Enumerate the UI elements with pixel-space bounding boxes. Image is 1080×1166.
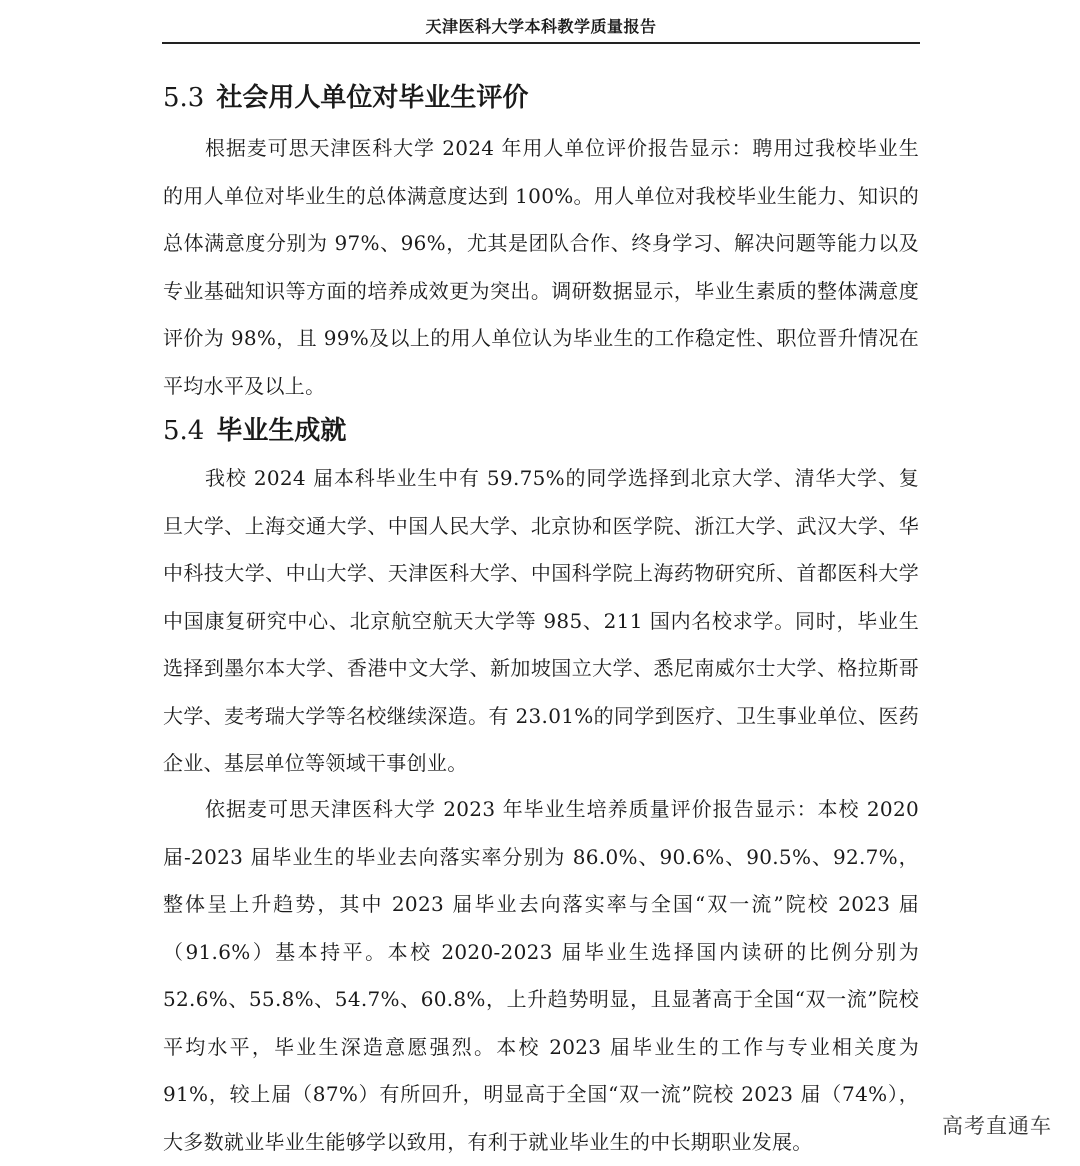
section-title: 毕业生成就	[216, 416, 347, 446]
report-title: 天津医科大学本科教学质量报告	[425, 17, 657, 36]
section-5-3-heading	[163, 80, 528, 116]
page-header	[162, 12, 920, 44]
section-title: 社会用人单位对毕业生评价	[216, 83, 529, 113]
section-number: 5.4	[163, 416, 205, 446]
paragraph-graduate-further-study: 我校 2024 届本科毕业生中有 59.75%的同学选择到北京大学、清华大学、复旦大学、上海交通大学、中国人民大学、北京协和医学院、浙江大学、武汉大学、华中科技大学、中山大学、天津医科大学、中国科学院上海药物研究所、首都医科大学中国康复研究中心、北京航空航天大学等 985、211 国内名校求学。同时，毕业生选择到墨尔本大学、香港中文大学、新加坡国立大学、悉尼南威尔士大学、格拉斯哥大学、麦考瑞大学等名校继续深造。有 23.01%的同学到医疗、卫生事业单位、医药企业、基层单位等领域干事创业。	[163, 466, 919, 775]
watermark: 高考直通车	[942, 1114, 1052, 1138]
section-number: 5.3	[163, 83, 205, 113]
paragraph-employer-evaluation: 根据麦可思天津医科大学 2024 年用人单位评价报告显示：聘用过我校毕业生的用人单位对毕业生的总体满意度达到 100%。用人单位对我校毕业生能力、知识的总体满意度分别为 97%、96%，尤其是团队合作、终身学习、解决问题等能力以及专业基础知识等方面的培养成效更为突出。调研数据显示，毕业生素质的整体满意度评价为 98%，且 99%及以上的用人单位认为毕业生的工作稳定性、职位晋升情况在平均水平及以上。	[163, 136, 919, 398]
paragraph-graduate-quality-report: 依据麦可思天津医科大学 2023 年毕业生培养质量评价报告显示：本校 2020 届-2023 届毕业生的毕业去向落实率分别为 86.0%、90.6%、90.5%、92.7%，整体呈上升趋势，其中 2023 届毕业去向落实率与全国“双一流”院校 2023 届（91.6%）基本持平。本校 2020-2023 届毕业生选择国内读研的比例分别为 52.6%、55.8%、54.7%、60.8%，上升趋势明显，且显著高于全国“双一流”院校平均水平，毕业生深造意愿强烈。本校 2023 届毕业生的工作与专业相关度为 91%，较上届（87%）有所回升，明显高于全国“双一流”院校 2023 届（74%），大多数就业毕业生能够学以致用，有利于就业毕业生的中长期职业发展。	[163, 797, 919, 1154]
section-5-4-heading	[163, 413, 346, 449]
